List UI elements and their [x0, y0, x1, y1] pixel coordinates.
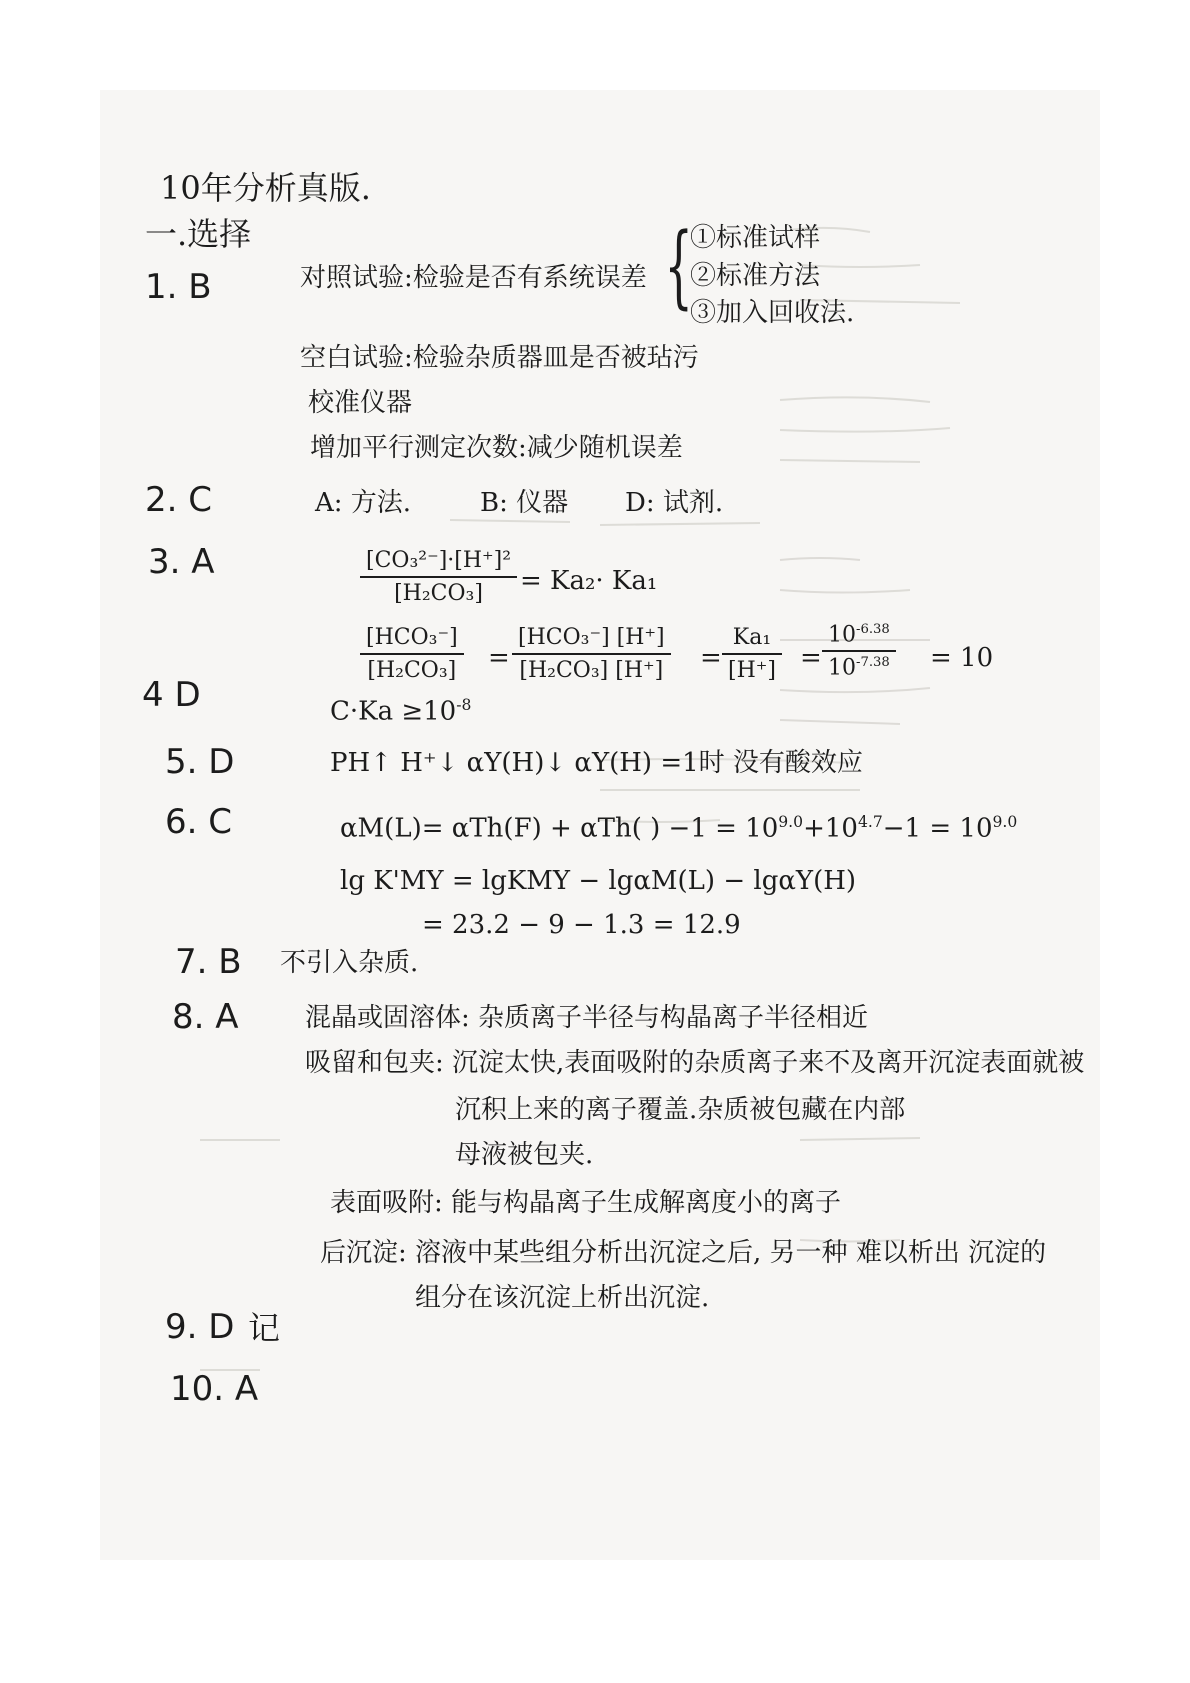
q8-occlusion-3: 母液被包夹. [455, 1140, 594, 1170]
answer-3: 3. A [148, 542, 215, 582]
answer-1: 1. B [145, 267, 212, 307]
fraction-1-rhs: = Ka₂· Ka₁ [520, 566, 658, 596]
q4-condition-exponent: -8 [456, 696, 472, 714]
calibrate-note: 校准仪器 [308, 388, 413, 418]
parallel-note: 增加平行测定次数:减少随机误差 [310, 433, 683, 463]
q3-result: = 10 [930, 643, 994, 673]
q2-option-b: B: 仪器 [480, 488, 569, 518]
fraction-5 [822, 622, 896, 681]
fraction-3-numerator: [HCO₃⁻] [H⁺] [518, 625, 665, 650]
fraction-4-numerator: Ka₁ [732, 625, 772, 650]
q4-condition [330, 698, 471, 725]
page-title: 10年分析真版. [160, 169, 371, 207]
fraction-5-numerator-exponent: -6.38 [856, 622, 890, 637]
fraction-5-denominator-exponent: -7.38 [856, 655, 890, 671]
q6-line-1-text: αM(L)= αTh(F) + αTh( ) −1 = 10 [340, 813, 779, 844]
fraction-1 [360, 548, 517, 606]
fraction-2-numerator: [HCO₃⁻] [366, 625, 458, 650]
fraction-1-numerator: [CO₃²⁻]·[H⁺]² [366, 548, 512, 573]
answer-8: 8. A [172, 997, 239, 1037]
blank-test-note: 空白试验:检验杂质器皿是否被玷污 [300, 343, 699, 373]
fraction-2-denominator: [H₂CO₃] [367, 658, 457, 683]
fraction-4-denominator: [H⁺] [728, 658, 776, 683]
q6-exponent-3: 9.0 [992, 813, 1018, 831]
fraction-2 [360, 625, 464, 683]
q4-condition-text: C·Ka ≥10 [330, 696, 457, 727]
answer-4: 4 D [142, 675, 201, 715]
fraction-4 [722, 625, 782, 683]
equals-2: = [700, 643, 722, 673]
fraction-5-numerator: 10 [828, 622, 856, 648]
answer-5: 5. D [165, 742, 235, 782]
control-method-1: ①标准试样 [690, 223, 821, 253]
control-method-3: ③加入回收法. [690, 298, 855, 328]
equals-3: = [800, 643, 822, 673]
fraction-1-denominator: [H₂CO₃] [394, 581, 483, 606]
q7-note: 不引入杂质. [280, 948, 419, 978]
q2-option-d: D: 试剂. [625, 488, 724, 518]
answer-7: 7. B [175, 942, 242, 982]
q8-surface-adsorption: 表面吸附: 能与构晶离子生成解离度小的离子 [330, 1188, 842, 1218]
q6-line-1-plus: +10 [803, 813, 858, 844]
q6-line-3: = 23.2 − 9 − 1.3 = 12.9 [422, 910, 741, 940]
q6-exponent-1: 9.0 [778, 813, 804, 831]
q8-post-precipitation-1: 后沉淀: 溶液中某些组分析出沉淀之后, 另一种 难以析出 沉淀的 [320, 1238, 1047, 1268]
answer-10: 10. A [170, 1369, 259, 1409]
fraction-5-denominator: 10 [828, 655, 856, 681]
answer-9: 9. D [165, 1307, 235, 1347]
q5-note: PH↑ H⁺↓ αY(H)↓ αY(H) =1时 没有酸效应 [330, 748, 863, 778]
q8-mixed-crystal: 混晶或固溶体: 杂质离子半径与构晶离子半径相近 [305, 1003, 869, 1033]
q6-exponent-2: 4.7 [857, 813, 883, 831]
fraction-3 [512, 625, 671, 683]
answer-2: 2. C [145, 480, 212, 520]
q6-line-2: lg K'MY = lgKMY − lgαM(L) − lgαY(H) [340, 866, 857, 896]
q8-occlusion-2: 沉积上来的离子覆盖.杂质被包藏在内部 [455, 1095, 906, 1125]
q6-line-1-tail: −1 = 10 [882, 813, 993, 844]
q2-option-a: A: 方法. [315, 488, 412, 518]
section-heading: 一.选择 [145, 215, 252, 253]
method-brace: { [664, 214, 693, 319]
q9-note: 记 [248, 1309, 281, 1347]
control-test-note: 对照试验:检验是否有系统误差 [300, 263, 647, 293]
equals-1: = [488, 643, 510, 673]
control-method-2: ②标准方法 [690, 261, 821, 291]
q6-line-1 [340, 815, 1017, 842]
q8-occlusion-1: 吸留和包夹: 沉淀太快,表面吸附的杂质离子来不及离开沉淀表面就被 [305, 1048, 1085, 1078]
answer-6: 6. C [165, 802, 232, 842]
fraction-3-denominator: [H₂CO₃] [H⁺] [519, 658, 664, 683]
q8-post-precipitation-2: 组分在该沉淀上析出沉淀. [415, 1283, 710, 1313]
